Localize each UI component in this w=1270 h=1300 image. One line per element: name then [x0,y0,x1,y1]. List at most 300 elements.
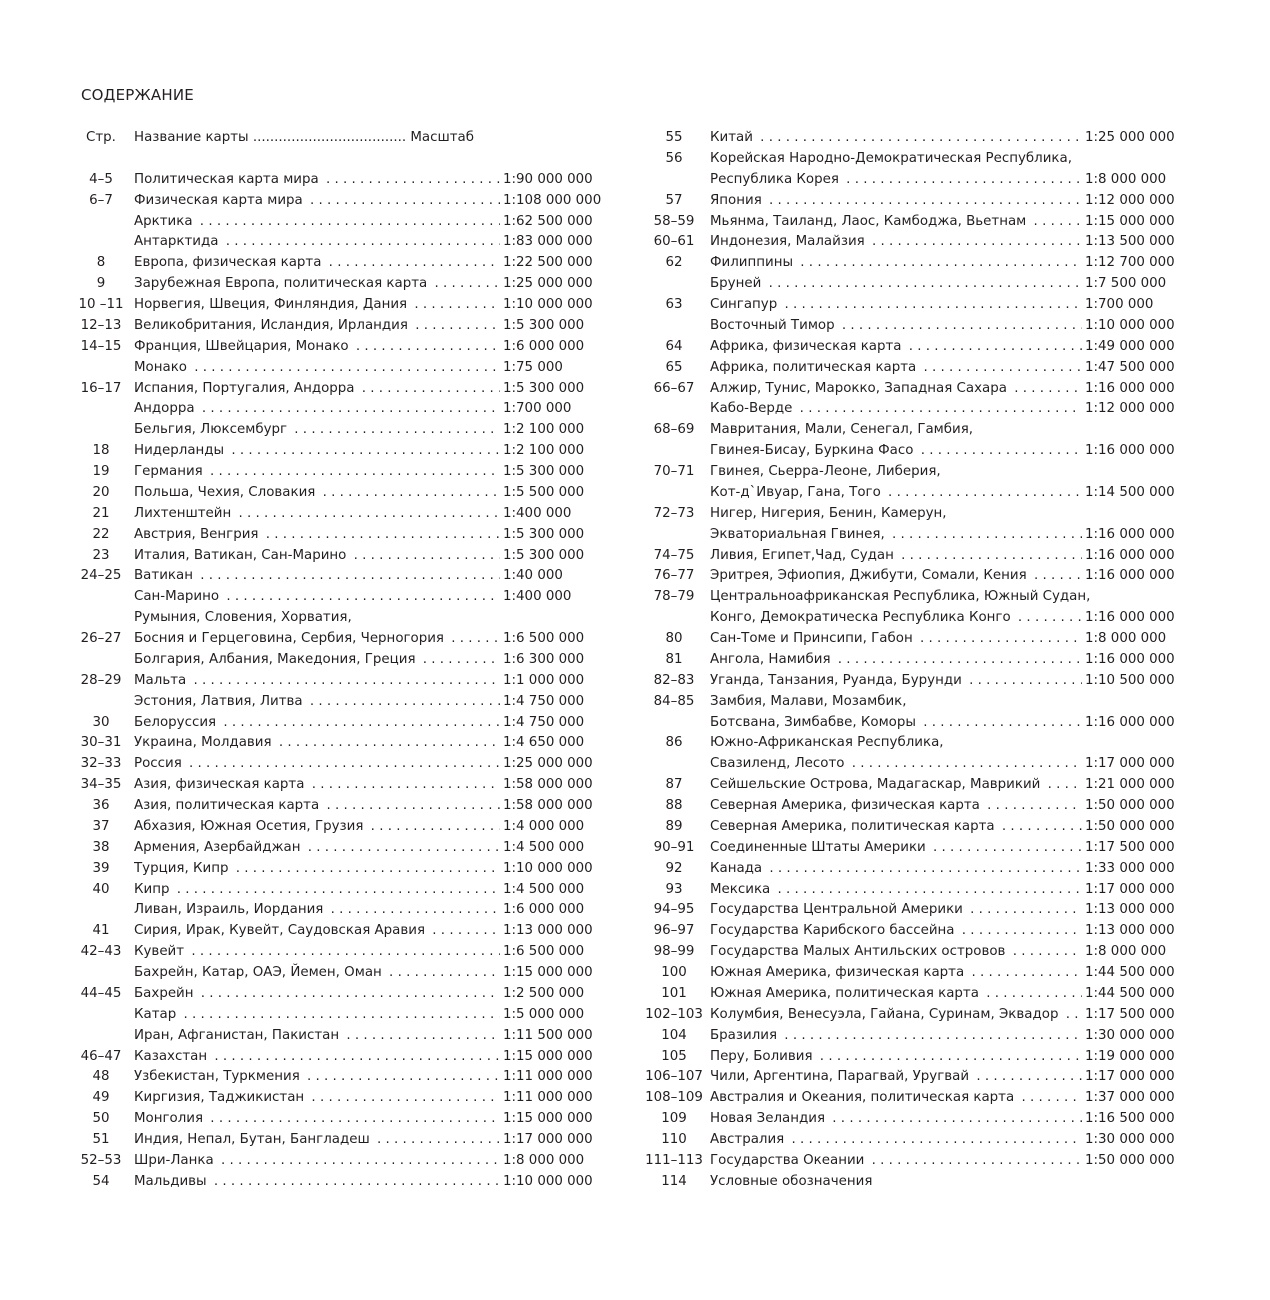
toc-entry [642,212,1174,233]
toc-map-name: Индонезия, Малайзия [710,234,868,249]
toc-entry [76,274,602,295]
toc-page-number: 64 [665,338,683,354]
toc-entry [642,859,1174,880]
toc-map-name: Сейшельские Острова, Мадагаскар, Маврикий [710,777,1043,792]
toc-map-scale: 1:5 300 000 [503,380,585,396]
toc-page-number: 56 [665,150,683,166]
toc-map-scale: 1:14 500 000 [1085,484,1175,500]
toc-page-number: 66–67 [653,380,695,396]
toc-column-right [642,128,1174,1193]
toc-map-name: Нидерланды [134,443,227,458]
toc-map-scale: 1:50 000 000 [1085,1152,1175,1168]
toc-map-name: Мавритания, Мали, Сенегал, Гамбия, [710,422,976,437]
toc-page-number: 8 [96,255,106,271]
toc-map-scale: 1:17 500 000 [1085,1006,1175,1022]
toc-map-name: Колумбия, Венесуэла, Гайана, Суринам, Эквадор [710,1007,1061,1022]
toc-entry [76,733,602,754]
toc-page-number: 105 [661,1048,687,1064]
toc-page-number: 24–25 [80,568,122,584]
toc-entry [642,921,1174,942]
toc-map-scale: 1:4 500 000 [503,881,585,897]
toc-map-name: Мьянма, Таиланд, Лаос, Камбоджа, Вьетнам [710,214,1029,229]
toc-map-name: Соединенные Штаты Америки [710,840,929,855]
toc-map-scale: 1:11 000 000 [503,1069,593,1085]
toc-entry [642,504,1174,525]
toc-entry [642,546,1174,567]
toc-entry [76,713,602,734]
toc-page-number: 12–13 [80,317,122,333]
toc-map-scale: 1:15 000 000 [503,1111,593,1127]
toc-entry [76,358,602,379]
toc-map-name: Республика Корея [710,172,842,187]
toc-entry [642,1151,1174,1172]
toc-map-scale: 1:83 000 000 [503,234,593,250]
toc-page-number: 16–17 [80,380,122,396]
toc-map-name: Физическая карта мира [134,193,306,208]
toc-map-name: Кипр [134,882,172,897]
toc-map-name: Сан-Томе и Принсипи, Габон [710,631,916,646]
toc-map-scale: 1:400 000 [503,589,572,605]
toc-page-number: 50 [92,1111,110,1127]
toc-entry [76,232,602,253]
toc-map-scale: 1:8 000 000 [1085,944,1167,960]
toc-entry [76,546,602,567]
toc-map-scale: 1:15 000 000 [1085,213,1175,229]
toc-page-number: 86 [665,735,683,751]
toc-entry [642,963,1174,984]
toc-page-number: 104 [661,1027,687,1043]
toc-map-scale: 1:4 500 000 [503,839,585,855]
toc-page-number: 94–95 [653,902,695,918]
toc-page-number: 106–107 [645,1069,703,1085]
toc-map-scale: 1:6 500 000 [503,631,585,646]
toc-page-number: 21 [92,505,110,521]
toc-map-scale: 1:44 500 000 [1085,965,1175,980]
toc-map-scale: 1:37 000 000 [1085,1090,1175,1106]
toc-map-scale: 1:8 000 000 [503,1152,585,1168]
toc-map-name: Эритрея, Эфиопия, Джибути, Сомали, Кения [710,568,1030,583]
toc-map-scale: 1:10 000 000 [1085,317,1175,333]
toc-page-number: 68–69 [653,422,695,438]
toc-entry [76,650,602,671]
toc-map-name: Шри-Ланка [134,1153,217,1168]
toc-map-name: Гвинея, Сьерра-Леоне, Либерия, [710,464,944,479]
toc-map-scale: 1:6 000 000 [503,902,585,918]
toc-map-scale: 1:17 000 000 [1085,756,1175,772]
toc-entry [642,441,1174,462]
toc-entry [642,1088,1174,1109]
toc-map-scale: 1:4 650 000 [503,735,585,751]
toc-map-scale: 1:25 000 000 [1085,130,1175,145]
toc-map-name: Монако [134,360,190,375]
toc-map-name: Мексика [710,882,773,897]
toc-entry [76,692,602,713]
toc-map-scale: 1:50 000 000 [1085,798,1175,813]
toc-entry [642,1005,1174,1026]
toc-map-name: Кабо-Верде [710,401,795,416]
toc-page-number: 82–83 [653,672,695,688]
toc-entry [642,775,1174,796]
toc-entry [76,838,602,859]
toc-page-number: 102–103 [645,1006,703,1022]
toc-map-scale: 1:5 300 000 [503,547,585,563]
toc-map-name: Замбия, Малави, Мозамбик, [710,694,910,709]
toc-entry [642,817,1174,838]
toc-entry [76,191,602,212]
toc-page-number: 42–43 [80,944,122,960]
toc-map-name: Свазиленд, Лесото [710,756,847,771]
toc-page-number: 114 [661,1173,687,1189]
toc-map-name: Армения, Азербайджан [134,840,304,855]
toc-entry [642,462,1174,483]
toc-map-name: Африка, политическая карта [710,360,919,375]
toc-entry [642,880,1174,901]
toc-page-number: 48 [92,1069,110,1085]
toc-entry [76,420,602,441]
toc-map-name: Зарубежная Европа, политическая карта [134,276,430,291]
toc-list-left [76,170,602,1193]
toc-map-name: Бахрейн, Катар, ОАЭ, Йемен, Оман [134,965,385,980]
toc-map-name: Северная Америка, физическая карта [710,798,983,813]
toc-map-name: Государства Центральной Америки [710,902,966,917]
toc-entry [76,942,602,963]
header-name-label: Название карты .................................... Масштаб [134,130,477,145]
toc-map-name: Австралия [710,1132,787,1147]
toc-entry [642,399,1174,420]
toc-page-number: 4–5 [89,171,113,187]
toc-entry [76,1109,602,1130]
toc-entry [642,149,1174,170]
toc-map-name: Катар [134,1007,179,1022]
toc-map-name: Перу, Боливия [710,1049,816,1064]
toc-entry [642,358,1174,379]
toc-page-number: 57 [665,192,683,208]
toc-map-scale: 1:10 000 000 [503,860,593,876]
toc-page-number: 28–29 [80,672,122,688]
toc-entry [642,295,1174,316]
toc-map-name: Южно-Африканская Республика, [710,735,947,750]
toc-map-scale: 1:16 000 000 [1085,651,1175,667]
toc-map-scale: 1:17 000 000 [503,1132,593,1147]
toc-entry [642,253,1174,274]
toc-map-name: Босния и Герцеговина, Сербия, Черногория [134,631,447,646]
toc-entry [76,1026,602,1047]
toc-map-scale: 1:4 750 000 [503,714,585,730]
toc-entry [76,170,602,191]
toc-map-name: Лихтенштейн [134,506,234,521]
toc-map-name: Ватикан [134,568,196,583]
toc-map-scale: 1:5 300 000 [503,464,585,479]
toc-entry [76,984,602,1005]
toc-map-scale: 1:13 000 000 [1085,902,1175,918]
toc-map-name: Ботсвана, Зимбабве, Коморы [710,715,919,730]
toc-map-scale: 1:49 000 000 [1085,338,1175,354]
toc-map-scale: 1:12 700 000 [1085,255,1175,271]
toc-list-right [642,128,1174,1193]
toc-map-name: Украина, Молдавия [134,735,275,750]
toc-map-name: Корейская Народно-Демократическая Республика, [710,151,1075,166]
toc-map-name: Бруней [710,276,764,291]
toc-map-scale: 1:700 000 [1085,297,1154,312]
toc-map-scale: 1:17 500 000 [1085,839,1175,855]
toc-map-name: Бразилия [710,1028,780,1043]
toc-entry [76,921,602,942]
toc-entry [76,608,602,629]
toc-page-number: 32–33 [80,756,122,772]
toc-map-name: Эстония, Латвия, Литва [134,694,306,709]
toc-page-number: 110 [661,1132,687,1147]
toc-map-name: Испания, Португалия, Андорра [134,381,358,396]
toc-entry [76,880,602,901]
toc-map-scale: 1:16 000 000 [1085,380,1175,396]
toc-map-scale: 1:400 000 [503,505,572,521]
toc-map-scale: 1:19 000 000 [1085,1048,1175,1064]
toc-page-number: 111–113 [645,1152,703,1168]
toc-entry [76,963,602,984]
toc-page-number: 34–35 [80,777,122,793]
toc-map-scale: 1:58 000 000 [503,777,593,793]
toc-map-scale: 1:16 000 000 [1085,610,1175,626]
toc-entry [642,754,1174,775]
toc-entry [76,316,602,337]
toc-entry [642,1026,1174,1047]
toc-page-number: 93 [665,881,683,897]
toc-entry [76,817,602,838]
toc-entry [642,128,1174,149]
toc-entry [642,608,1174,629]
toc-page-number: 90–91 [653,839,695,855]
toc-map-name: Кувейт [134,944,187,959]
toc-map-name: Гвинея-Бисау, Буркина Фасо [710,443,916,458]
toc-entry [76,1172,602,1193]
toc-entry [76,671,602,692]
toc-map-name: Государства Океании [710,1153,867,1168]
toc-page-number: 41 [92,923,110,939]
toc-map-name: Бельгия, Люксембург [134,422,290,437]
toc-map-name: Южная Америка, физическая карта [710,965,967,980]
toc-entry [76,212,602,233]
toc-map-scale: 1:15 000 000 [503,965,593,980]
toc-page-number: 38 [92,839,110,855]
toc-map-name: Узбекистан, Туркмения [134,1069,303,1084]
toc-map-name: Северная Америка, политическая карта [710,819,998,834]
toc-map-scale: 1:33 000 000 [1085,860,1175,876]
toc-page-number: 36 [92,798,110,813]
toc-entry [642,337,1174,358]
toc-page-number: 63 [665,297,683,312]
toc-map-scale: 1:8 000 000 [1085,171,1167,187]
toc-map-scale: 1:21 000 000 [1085,777,1175,793]
toc-map-name: Южная Америка, политическая карта [710,986,982,1001]
toc-map-name: Андорра [134,401,198,416]
toc-map-name: Ливан, Израиль, Иордания [134,902,326,917]
toc-entry [642,629,1174,650]
toc-entry [642,796,1174,817]
toc-map-name: Бахрейн [134,986,197,1001]
toc-entry [642,733,1174,754]
toc-entry [642,692,1174,713]
toc-map-name: Новая Зеландия [710,1111,828,1126]
toc-page-number: 39 [92,860,110,876]
toc-page-number: 87 [665,777,683,793]
toc-entry [76,1151,602,1172]
toc-map-scale: 1:16 000 000 [1085,526,1175,542]
toc-entry [642,170,1174,191]
toc-map-name: Сан-Марино [134,589,222,604]
toc-map-scale: 1:17 000 000 [1085,881,1175,897]
toc-page-number: 98–99 [653,944,695,960]
toc-page-number: 72–73 [653,505,695,521]
toc-page-number: 84–85 [653,693,695,709]
toc-entry [76,1130,602,1151]
toc-map-name: Условные обозначения [710,1174,875,1189]
toc-map-name: Мальдивы [134,1174,210,1189]
toc-map-scale: 1:10 000 000 [503,297,593,312]
toc-page-number: 54 [92,1173,110,1189]
toc-entry [642,1172,1174,1193]
toc-map-scale: 1:16 500 000 [1085,1111,1175,1127]
toc-map-name: Австрия, Венгрия [134,527,261,542]
toc-page-number: 58–59 [653,213,695,229]
toc-map-scale: 1:16 000 000 [1085,547,1175,563]
toc-map-scale: 1:6 500 000 [503,944,585,960]
toc-page-number: 100 [661,965,687,980]
toc-map-name: Африка, физическая карта [710,339,905,354]
toc-page-number: 30 [92,714,110,730]
toc-entry [642,838,1174,859]
toc-page-number: 65 [665,359,683,375]
toc-map-name: Антарктида [134,234,221,249]
toc-entry [76,337,602,358]
toc-map-scale: 1:10 500 000 [1085,672,1175,688]
toc-map-name: Чили, Аргентина, Парагвай, Уругвай [710,1069,972,1084]
toc-entry [76,441,602,462]
toc-page-number: 89 [665,818,683,834]
toc-map-name: Экваториальная Гвинея, [710,527,888,542]
toc-map-scale: 1:16 000 000 [1085,443,1175,459]
toc-entry [642,1047,1174,1068]
toc-entry [642,942,1174,963]
toc-map-scale: 1:47 500 000 [1085,359,1175,375]
toc-map-scale: 1:58 000 000 [503,798,593,813]
toc-page-number: 78–79 [653,589,695,605]
toc-map-scale: 1:6 300 000 [503,651,585,667]
toc-entry [642,483,1174,504]
toc-map-name: Япония [710,193,765,208]
toc-map-name: Филиппины [710,255,796,270]
toc-entry [76,379,602,400]
toc-map-scale: 1:8 000 000 [1085,631,1167,646]
toc-entry [642,713,1174,734]
toc-page-number: 22 [92,526,110,542]
toc-entry [76,859,602,880]
toc-map-name: Иран, Афганистан, Пакистан [134,1028,342,1043]
toc-map-scale: 1:12 000 000 [1085,192,1175,208]
toc-entry [642,274,1174,295]
toc-map-name: Государства Малых Антильских островов [710,944,1008,959]
toc-page-number: 101 [661,985,687,1001]
toc-map-scale: 1:50 000 000 [1085,818,1175,834]
toc-entry [76,900,602,921]
toc-map-name: Франция, Швейцария, Монако [134,339,352,354]
toc-map-scale: 1:25 000 000 [503,276,593,292]
toc-map-name: Германия [134,464,206,479]
toc-entry [642,420,1174,441]
toc-page-number: 88 [665,798,683,813]
toc-page-number: 80 [665,631,683,646]
toc-map-name: Канада [710,861,765,876]
toc-map-scale: 1:17 000 000 [1085,1069,1175,1085]
toc-map-name: Румыния, Словения, Хорватия, [134,610,355,625]
toc-map-name: Австралия и Океания, политическая карта [710,1090,1017,1105]
toc-map-scale: 1:11 000 000 [503,1090,593,1106]
toc-map-name: Нигер, Нигерия, Бенин, Камерун, [710,506,950,521]
toc-entry [642,1109,1174,1130]
toc-entry [76,295,602,316]
toc-page-number: 46–47 [80,1048,122,1064]
toc-page-number: 10 –11 [78,297,124,312]
toc-map-name: Европа, физическая карта [134,255,324,270]
toc-map-name: Центральноафриканская Республика, Южный Судан, [710,589,1093,604]
toc-map-name: Восточный Тимор [710,318,838,333]
toc-entry [76,629,602,650]
toc-map-name: Италия, Ватикан, Сан-Марино [134,548,349,563]
toc-page-number: 108–109 [645,1090,703,1106]
toc-map-scale: 1:700 000 [503,401,572,417]
toc-map-name: Политическая карта мира [134,172,322,187]
toc-map-scale: 1:5 000 000 [503,1006,585,1022]
toc-map-scale: 1:30 000 000 [1085,1027,1175,1043]
toc-map-scale: 1:5 300 000 [503,526,585,542]
toc-entry [76,754,602,775]
toc-entry [76,462,602,483]
toc-entry [642,900,1174,921]
toc-page-number: 51 [92,1132,110,1147]
toc-map-name: Белоруссия [134,715,219,730]
toc-map-scale: 1:90 000 000 [503,171,593,187]
toc-map-name: Сингапур [710,297,780,312]
toc-page-number: 18 [92,443,110,459]
toc-page-number: 19 [92,464,110,479]
toc-map-scale: 1:40 000 [503,568,563,584]
toc-map-scale: 1:10 000 000 [503,1173,593,1189]
toc-page-number: 62 [665,255,683,271]
toc-page-number: 70–71 [653,464,695,479]
toc-map-name: Китай [710,130,756,145]
toc-map-name: Сирия, Ирак, Кувейт, Саудовская Аравия [134,923,428,938]
toc-page-number: 14–15 [80,338,122,354]
toc-page-number: 9 [96,276,106,292]
toc-map-name: Польша, Чехия, Словакия [134,485,318,500]
toc-map-scale: 1:6 000 000 [503,338,585,354]
toc-column-left [76,128,602,1193]
toc-map-name: Индия, Непал, Бутан, Бангладеш [134,1132,373,1147]
toc-map-name: Кот-д`Ивуар, Гана, Того [710,485,884,500]
toc-map-scale: 1:62 500 000 [503,213,593,229]
toc-page-number: 30–31 [80,735,122,751]
toc-map-scale: 1:30 000 000 [1085,1132,1175,1147]
toc-map-scale: 1:25 000 000 [503,756,593,772]
toc-entry [76,587,602,608]
toc-entry [76,253,602,274]
toc-entry [642,191,1174,212]
toc-map-name: Ливия, Египет,Чад, Судан [710,548,897,563]
toc-map-name: Болгария, Албания, Македония, Греция [134,652,419,667]
toc-map-scale: 1:16 000 000 [1085,568,1175,584]
toc-map-name: Норвегия, Швеция, Финляндия, Дания [134,297,410,312]
toc-map-scale: 1:13 000 000 [1085,923,1175,939]
header-scale-label: Масштаб [410,130,475,145]
